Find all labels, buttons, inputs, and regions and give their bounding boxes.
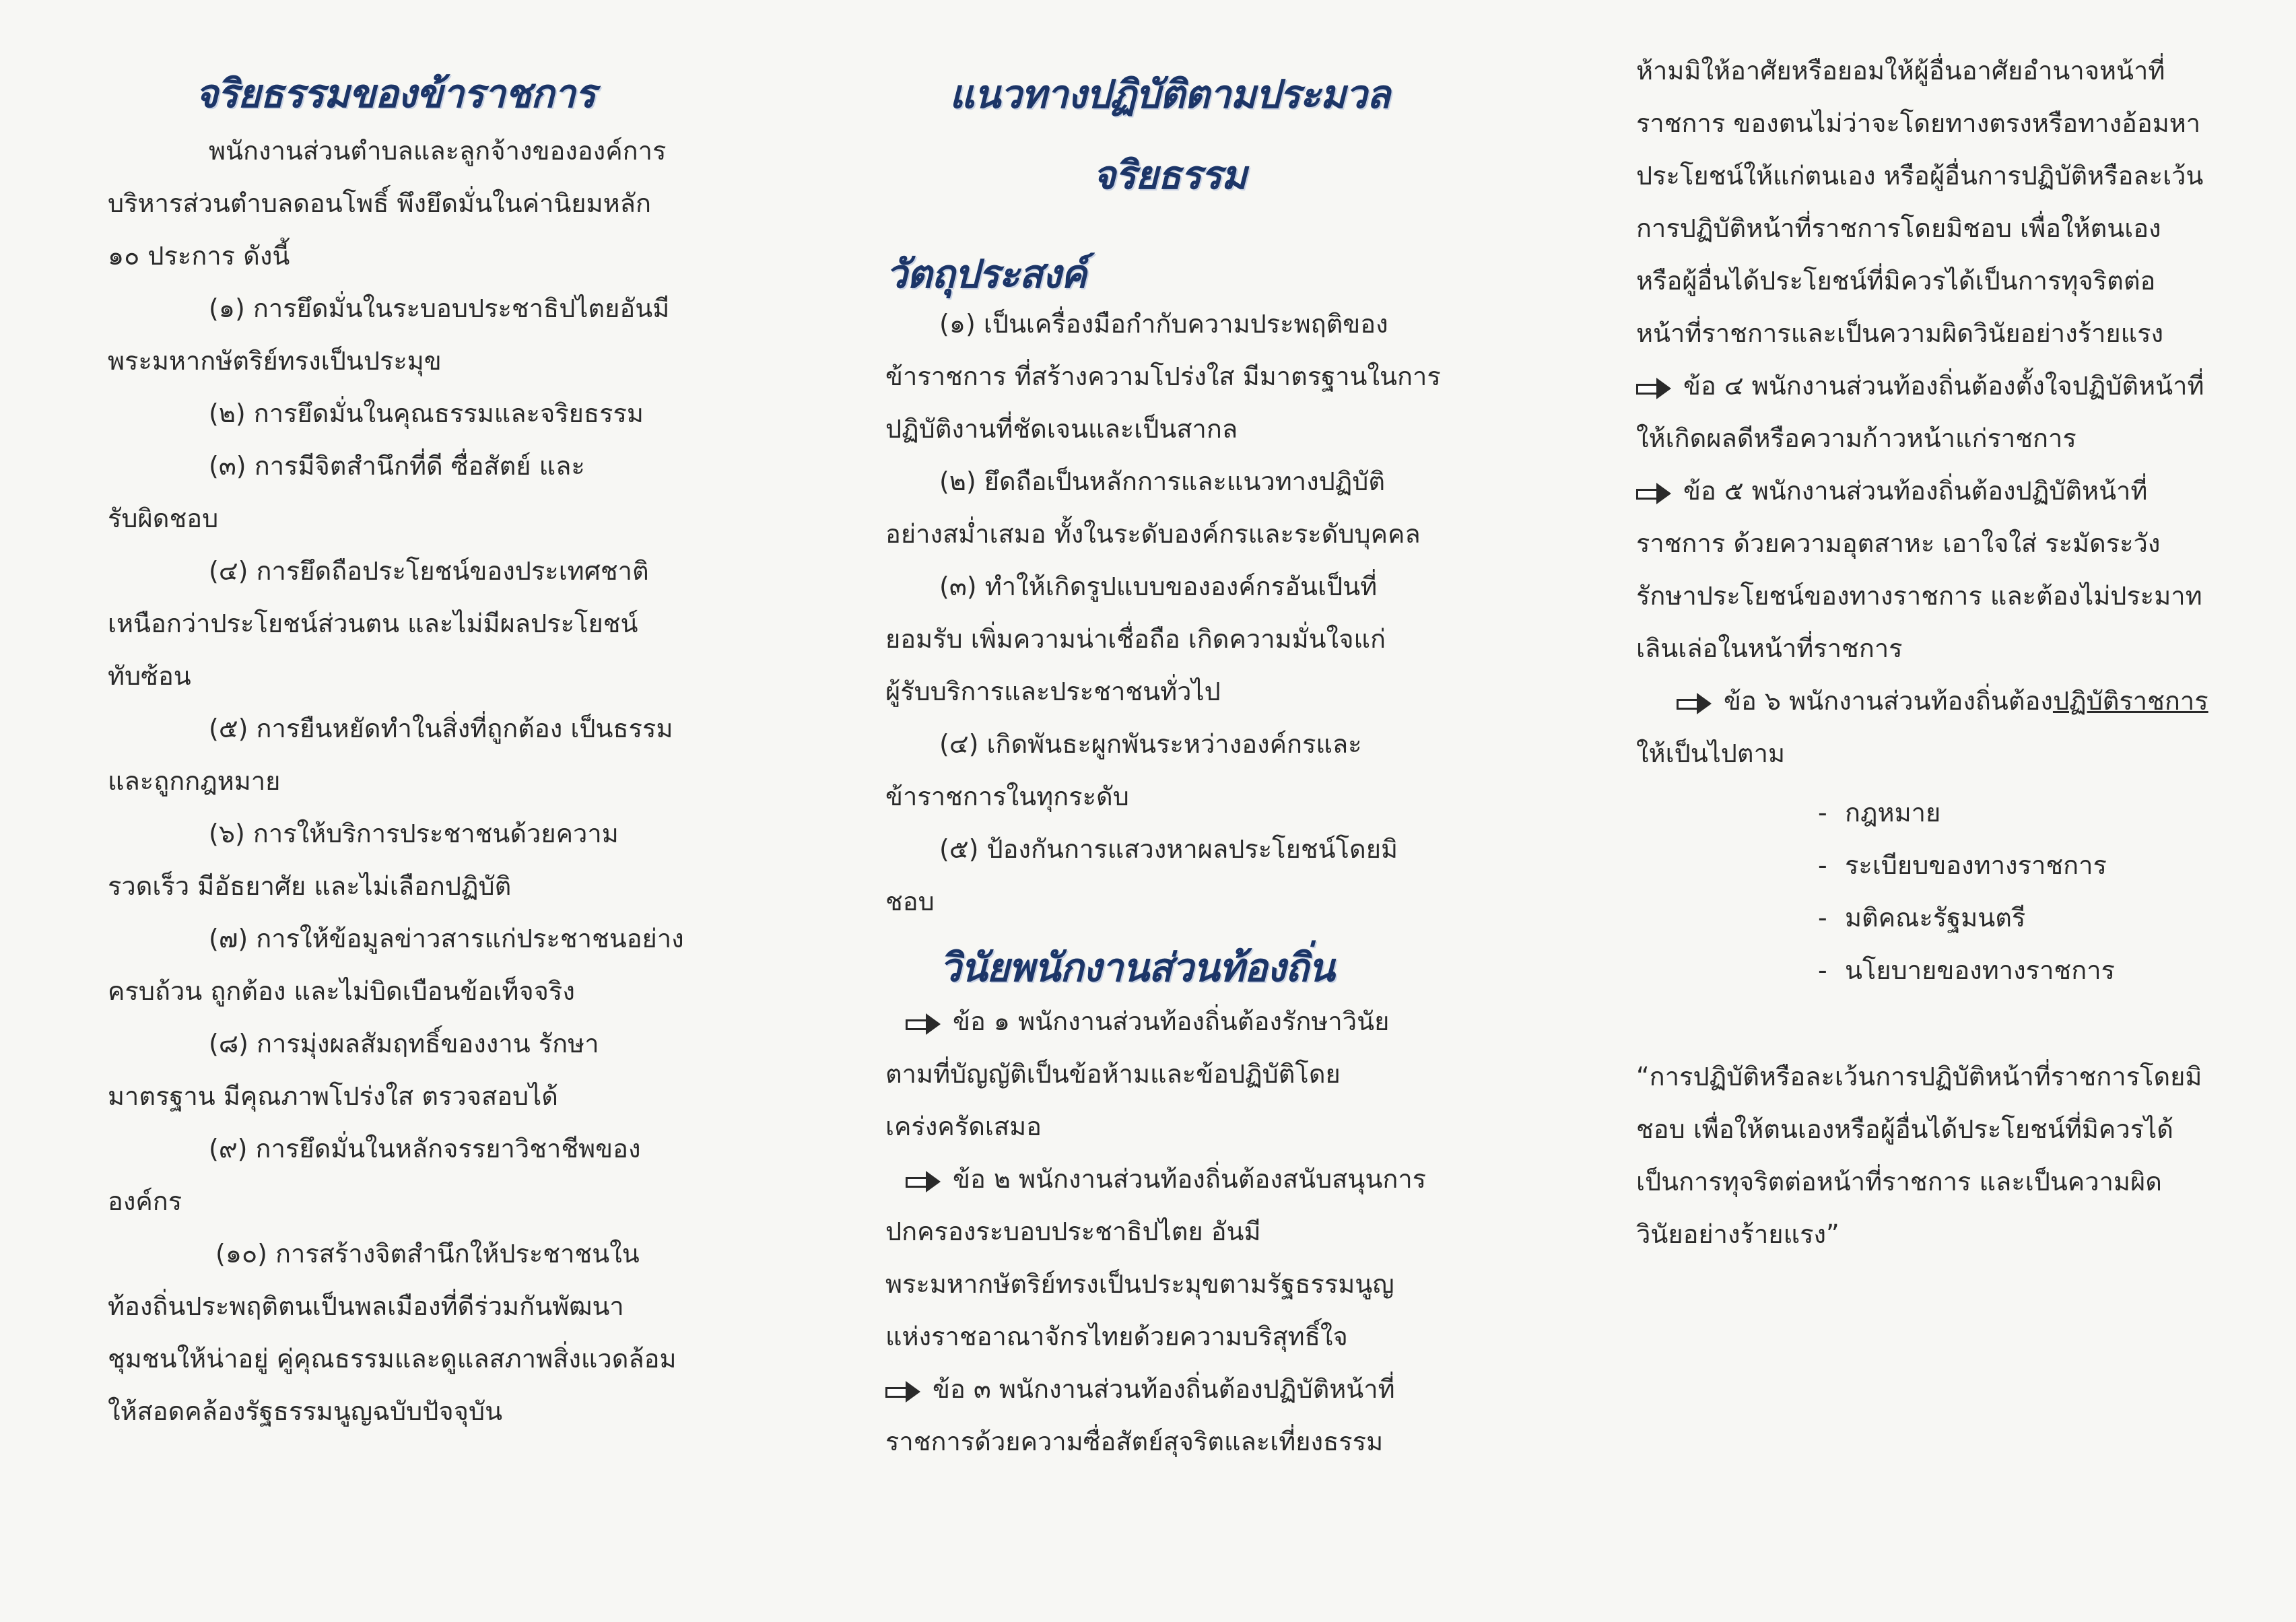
rule-line: เลินเล่อในหน้าที่ราชการ bbox=[1636, 634, 1903, 663]
discipline-heading: วินัยพนักงานส่วนท้องถิ่น bbox=[939, 945, 1335, 990]
ethics-item-line: (๗) การให้ข้อมูลข่าวสารแก่ประชาชนอย่าง bbox=[209, 924, 684, 953]
ethics-item-line: (๘) การมุ่งผลสัมฤทธิ์ของงาน รักษา bbox=[209, 1029, 599, 1058]
quote-line: ชอบ เพื่อให้ตนเองหรือผู้อื่นได้ประโยชน์ที่มิควรได้ bbox=[1636, 1114, 2173, 1144]
objective-line: ข้าราชการในทุกระดับ bbox=[885, 782, 1129, 811]
ethics-item-line: ให้สอดคล้องรัฐธรรมนูญฉบับปัจจุบัน bbox=[108, 1396, 503, 1426]
ethics-item-line: (๓) การมีจิตสำนึกที่ดี ซื่อสัตย์ และ bbox=[209, 451, 585, 481]
rule-line: หรือผู้อื่นได้ประโยชน์ที่มิควรได้เป็นการทุจริตต่อ bbox=[1636, 266, 2156, 296]
quote-line: เป็นการทุจริตต่อหน้าที่ราชการ และเป็นความผิด bbox=[1636, 1167, 2162, 1196]
objective-line: ผู้รับบริการและประชาชนทั่วไป bbox=[885, 677, 1221, 706]
objective-line: ปฏิบัติงานที่ชัดเจนและเป็นสากล bbox=[885, 414, 1238, 444]
rule-line: ราชการ ด้วยความอุตสาหะ เอาใจใส่ ระมัดระวัง bbox=[1636, 529, 2161, 558]
quote-line: วินัยอย่างร้ายแรง” bbox=[1636, 1219, 1839, 1249]
rule-line: ให้เกิดผลดีหรือความก้าวหน้าแก่ราชการ bbox=[1636, 424, 2076, 453]
ethics-item-line: มาตรฐาน มีคุณภาพโปร่งใส ตรวจสอบได้ bbox=[108, 1081, 558, 1111]
bullet-item: - กฎหมาย bbox=[1818, 798, 1941, 827]
ethics-item-line: (๙) การยึดมั่นในหลักจรรยาวิชาชีพของ bbox=[209, 1134, 641, 1163]
rule-line: ข้อ ๒ พนักงานส่วนท้องถิ่นต้องสนับสนุนการ bbox=[906, 1153, 1426, 1205]
objective-line: ชอบ bbox=[885, 887, 935, 916]
bullet-item: - มติคณะรัฐมนตรี bbox=[1818, 903, 2026, 933]
bullet-item: - ระเบียบของทางราชการ bbox=[1818, 850, 2107, 880]
underlined-term: ปฏิบัติราชการ bbox=[2052, 686, 2208, 716]
rule-line: ห้ามมิให้อาศัยหรือยอมให้ผู้อื่นอาศัยอำนาจหน้าที่ bbox=[1636, 56, 2165, 86]
rule-line: แห่งราชอาณาจักรไทยด้วยความบริสุทธิ์ใจ bbox=[885, 1322, 1348, 1351]
arrow-right-icon bbox=[1636, 483, 1671, 503]
objective-line: (๑) เป็นเครื่องมือกำกับความประพฤติของ bbox=[939, 309, 1388, 339]
ethics-item-line: องค์กร bbox=[108, 1186, 182, 1216]
ethics-item-line: เหนือกว่าประโยชน์ส่วนตน และไม่มีผลประโยชน์ bbox=[108, 609, 638, 638]
ethics-item-line: ทับซ้อน bbox=[108, 661, 191, 691]
rule-line: ข้อ ๓ พนักงานส่วนท้องถิ่นต้องปฏิบัติหน้าที่ bbox=[885, 1363, 1395, 1415]
quote-line: “การปฏิบัติหรือละเว้นการปฏิบัติหน้าที่ราชการโดยมิ bbox=[1636, 1062, 2202, 1091]
ethics-item-line: รับผิดชอบ bbox=[108, 504, 219, 533]
ethics-intro-line: บริหารส่วนตำบลดอนโพธิ์ พึงยึดมั่นในค่านิยมหลัก bbox=[108, 189, 651, 218]
rule-line: ข้อ ๕ พนักงานส่วนท้องถิ่นต้องปฏิบัติหน้าที่ bbox=[1636, 465, 2147, 517]
arrow-right-icon bbox=[906, 1013, 941, 1034]
rule-line: การปฏิบัติหน้าที่ราชการโดยมิชอบ เพื่อให้ตนเอง bbox=[1636, 213, 2161, 243]
ethics-item-line: (๑) การยึดมั่นในระบอบประชาธิปไตยอันมี bbox=[209, 294, 670, 323]
rule-line: รักษาประโยชน์ของทางราชการ และต้องไม่ประมาท bbox=[1636, 581, 2202, 611]
rule-line: ข้อ ๖ พนักงานส่วนท้องถิ่นต้องปฏิบัติราชการ bbox=[1677, 675, 2208, 727]
objective-line: ข้าราชการ ที่สร้างความโปร่งใส มีมาตรฐานในการ bbox=[885, 362, 1441, 391]
arrow-right-icon bbox=[906, 1171, 941, 1191]
ethics-item-line: (๑๐) การสร้างจิตสำนึกให้ประชาชนใน bbox=[215, 1239, 640, 1269]
arrow-right-icon bbox=[1677, 693, 1712, 713]
guidelines-title-line1: แนวทางปฏิบัติตามประมวล bbox=[949, 71, 1390, 117]
objective-line: (๔) เกิดพันธะผูกพันระหว่างองค์กรและ bbox=[939, 729, 1362, 759]
guidelines-title-line2: จริยธรรม bbox=[1092, 152, 1247, 198]
rule-line: เคร่งครัดเสมอ bbox=[885, 1112, 1042, 1141]
rule-line: หน้าที่ราชการและเป็นความผิดวินัยอย่างร้ายแรง bbox=[1636, 318, 2164, 348]
arrow-right-icon bbox=[885, 1381, 920, 1401]
rule-line: ราชการ ของตนไม่ว่าจะโดยทางตรงหรือทางอ้อมหา bbox=[1636, 108, 2201, 138]
objective-line: (๓) ทำให้เกิดรูปแบบขององค์กรอันเป็นที่ bbox=[939, 572, 1378, 601]
objectives-heading: วัตถุประสงค์ bbox=[885, 251, 1086, 297]
ethics-item-line: (๕) การยืนหยัดทำในสิ่งที่ถูกต้อง เป็นธรรม bbox=[209, 714, 673, 743]
objective-line: อย่างสม่ำเสมอ ทั้งในระดับองค์กรและระดับบุคคล bbox=[885, 519, 1421, 549]
rule-line: ตามที่บัญญัติเป็นข้อห้ามและข้อปฏิบัติโดย bbox=[885, 1059, 1341, 1089]
ethics-item-line: ท้องถิ่นประพฤติตนเป็นพลเมืองที่ดีร่วมกันพัฒนา bbox=[108, 1291, 624, 1321]
ethics-title: จริยธรรมของข้าราชการ bbox=[195, 71, 596, 116]
arrow-right-icon bbox=[1636, 378, 1671, 398]
rule-line: ข้อ ๑ พนักงานส่วนท้องถิ่นต้องรักษาวินัย bbox=[906, 995, 1389, 1048]
ethics-item-line: ครบถ้วน ถูกต้อง และไม่บิดเบือนข้อเท็จจริง bbox=[108, 976, 575, 1006]
rule-line: ราชการด้วยความซื่อสัตย์สุจริตและเที่ยงธรรม bbox=[885, 1427, 1384, 1456]
objective-line: (๕) ป้องกันการแสวงหาผลประโยชน์โดยมิ bbox=[939, 834, 1398, 864]
guidelines-title bbox=[941, 54, 1398, 215]
ethics-item-line: รวดเร็ว มีอัธยาศัย และไม่เลือกปฏิบัติ bbox=[108, 871, 512, 901]
objective-line: (๒) ยึดถือเป็นหลักการและแนวทางปฏิบัติ bbox=[939, 467, 1386, 496]
ethics-intro-line: พนักงานส่วนตำบลและลูกจ้างขององค์การ bbox=[209, 136, 667, 166]
bullet-item: - นโยบายของทางราชการ bbox=[1818, 955, 2115, 985]
rule-line: ประโยชน์ให้แก่ตนเอง หรือผู้อื่นการปฏิบัติหรือละเว้น bbox=[1636, 161, 2204, 191]
ethics-item-line: (๖) การให้บริการประชาชนด้วยความ bbox=[209, 819, 619, 848]
rule-line: ให้เป็นไปตาม bbox=[1636, 739, 1785, 768]
ethics-item-line: (๒) การยึดมั่นในคุณธรรมและจริยธรรม bbox=[209, 399, 644, 428]
objective-line: ยอมรับ เพิ่มความน่าเชื่อถือ เกิดความมั่นใจแก่ bbox=[885, 624, 1386, 654]
ethics-item-line: และถูกกฎหมาย bbox=[108, 766, 281, 796]
ethics-item-line: พระมหากษัตริย์ทรงเป็นประมุข bbox=[108, 346, 442, 376]
ethics-item-line: (๔) การยึดถือประโยชน์ของประเทศชาติ bbox=[209, 556, 649, 586]
ethics-intro-line: ๑๐ ประการ ดังนี้ bbox=[108, 241, 290, 271]
rule-line: ข้อ ๔ พนักงานส่วนท้องถิ่นต้องตั้งใจปฏิบัติหน้าที่ bbox=[1636, 360, 2204, 412]
ethics-item-line: ชุมชนให้น่าอยู่ คู่คุณธรรมและดูแลสภาพสิ่งแวดล้อม bbox=[108, 1344, 677, 1374]
rule-line: ปกครองระบอบประชาธิปไตย อันมี bbox=[885, 1217, 1261, 1246]
rule-line: พระมหากษัตริย์ทรงเป็นประมุขตามรัฐธรรมนูญ bbox=[885, 1269, 1394, 1299]
